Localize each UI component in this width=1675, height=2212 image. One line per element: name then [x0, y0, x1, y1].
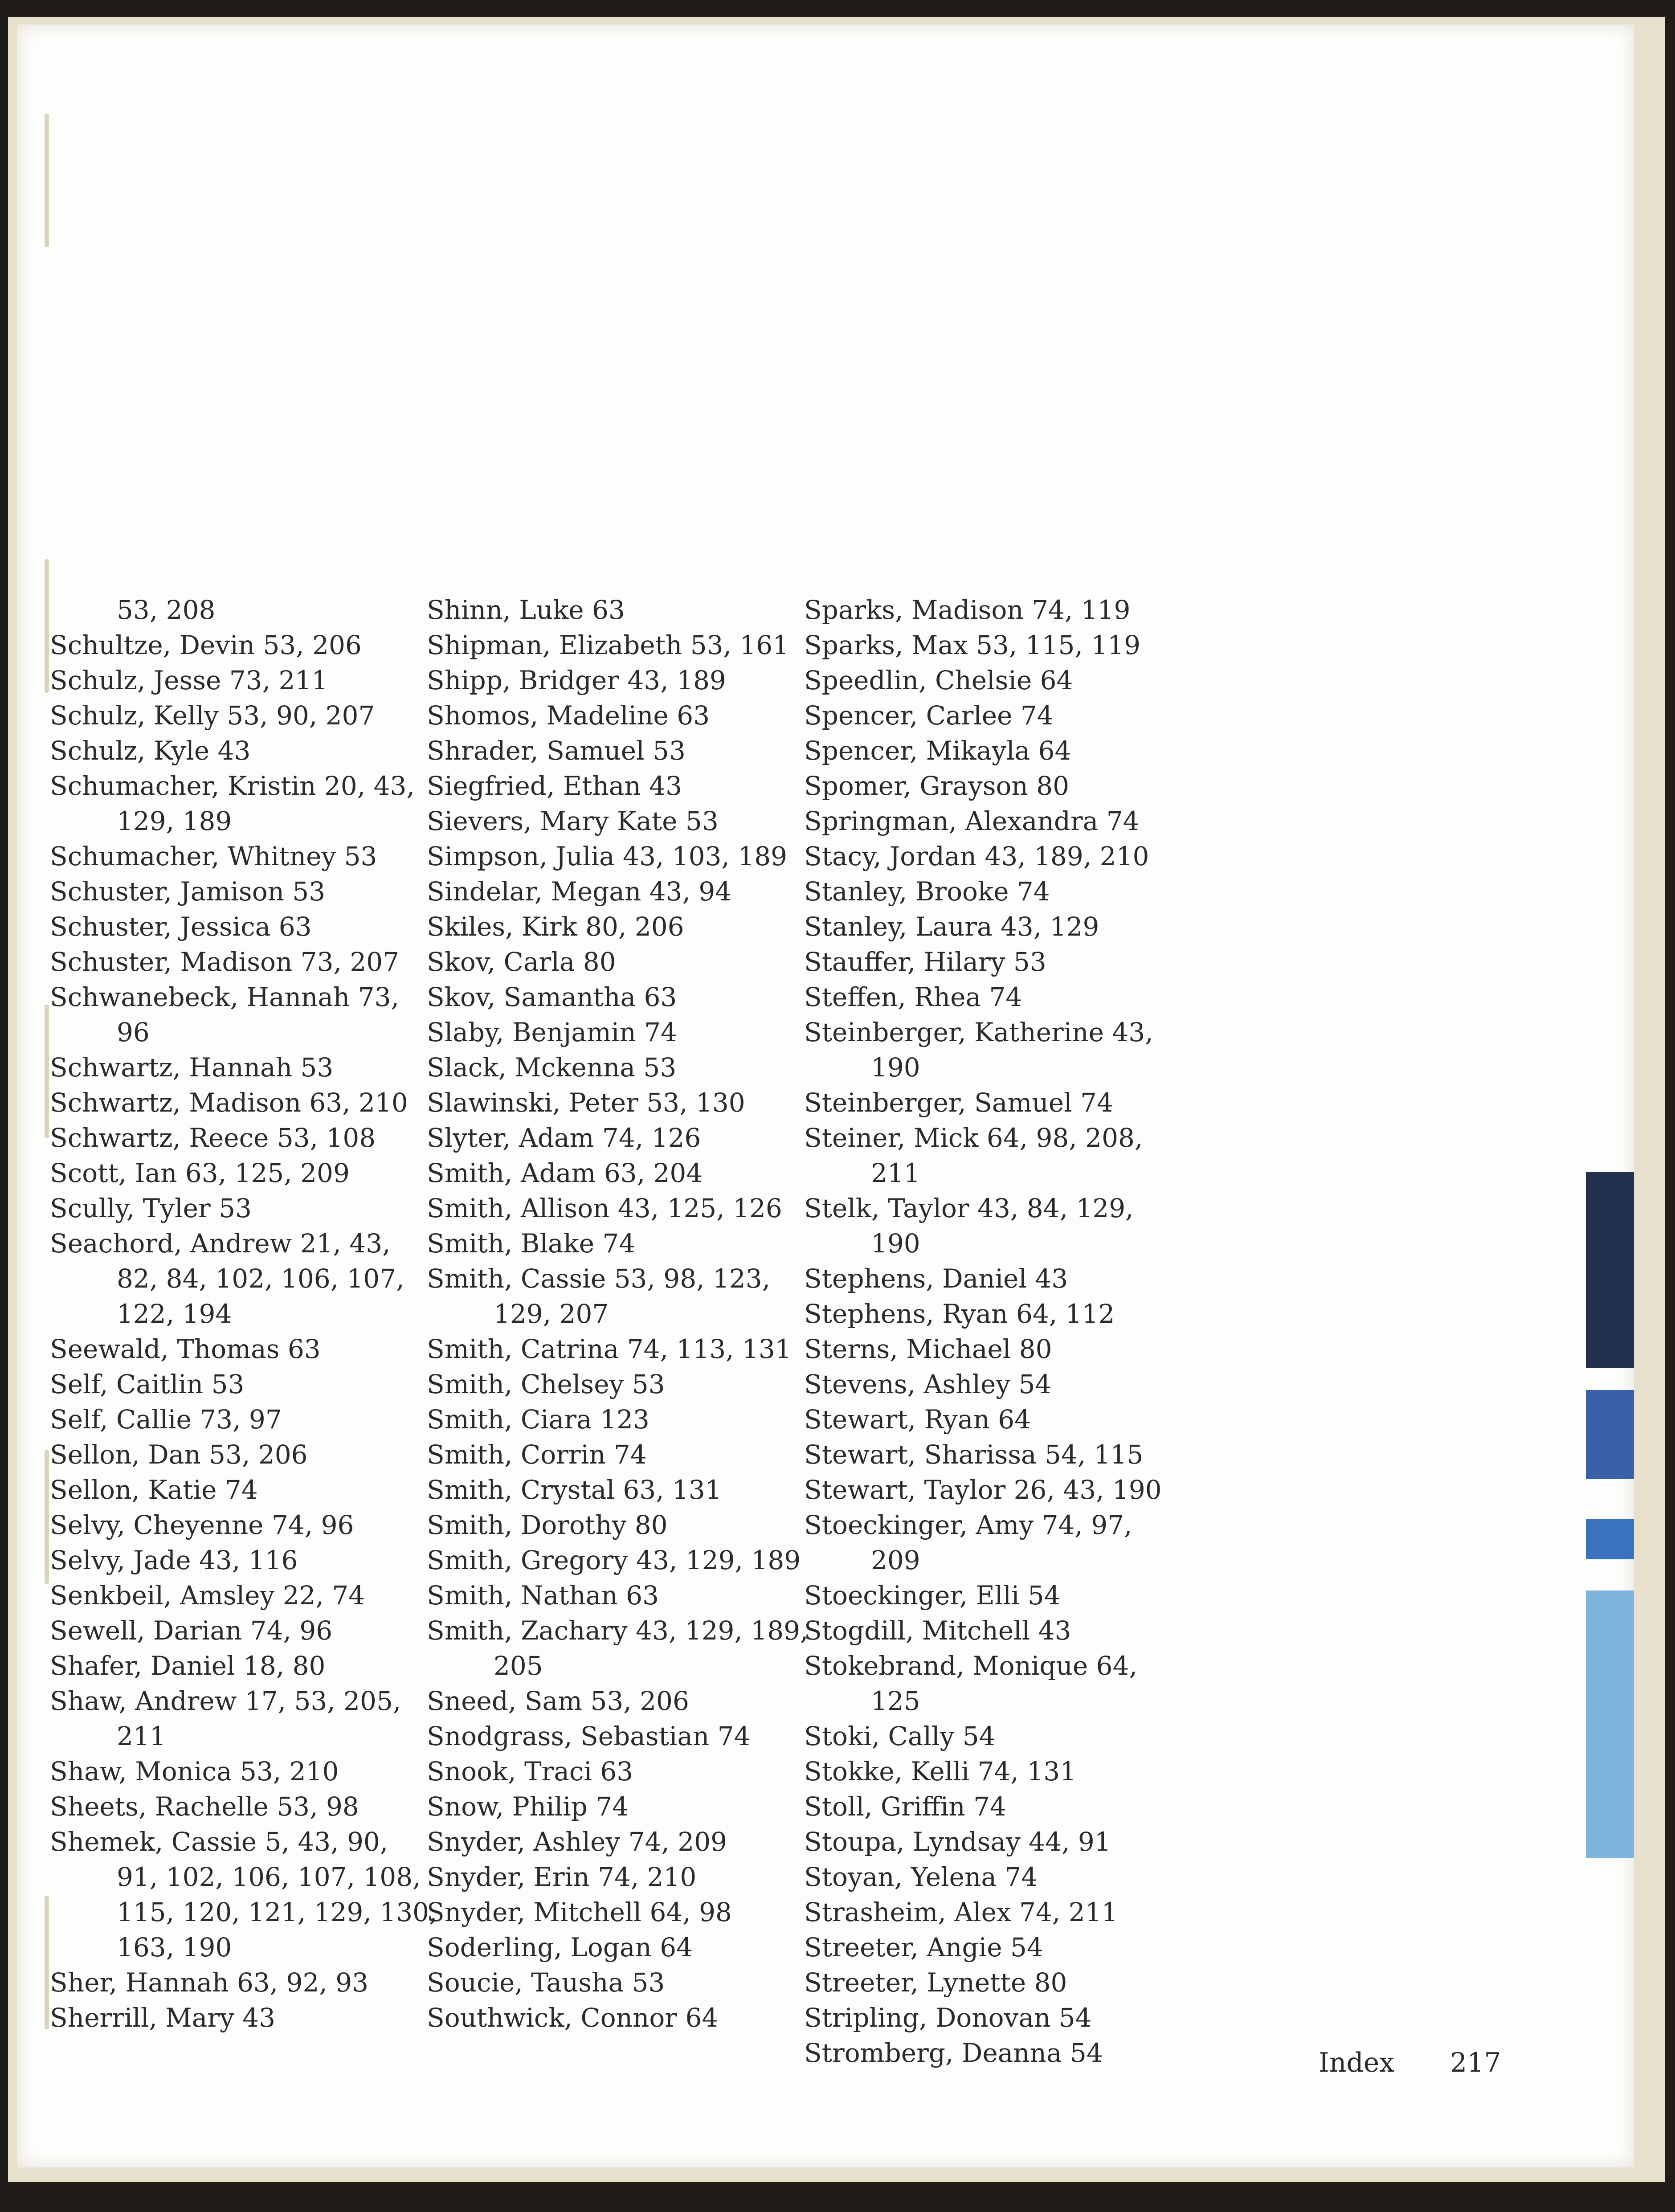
- index-line: 205: [494, 1651, 543, 1681]
- index-line: Shaw, Andrew 17, 53, 205,: [50, 1686, 401, 1716]
- index-line: Sewell, Darian 74, 96: [50, 1615, 333, 1646]
- index-line: Schumacher, Whitney 53: [50, 841, 377, 871]
- index-line: Stogdill, Mitchell 43: [804, 1615, 1071, 1646]
- index-line: Smith, Corrin 74: [427, 1439, 647, 1470]
- index-line: Schulz, Jesse 73, 211: [50, 665, 328, 695]
- index-line: Sher, Hannah 63, 92, 93: [50, 1967, 369, 1998]
- index-line: Steinberger, Katherine 43,: [804, 1017, 1153, 1047]
- index-line: Smith, Dorothy 80: [427, 1510, 668, 1540]
- index-line: Schuster, Jessica 63: [50, 912, 312, 942]
- index-line: Streeter, Lynette 80: [804, 1967, 1067, 1998]
- index-line: Southwick, Connor 64: [427, 2003, 719, 2033]
- index-line: 96: [117, 1017, 150, 1047]
- index-line: Stripling, Donovan 54: [804, 2003, 1092, 2033]
- index-line: Smith, Gregory 43, 129, 189: [427, 1545, 801, 1575]
- index-line: Shipp, Bridger 43, 189: [427, 665, 726, 695]
- index-line: Spencer, Mikayla 64: [804, 736, 1071, 766]
- stitch-mark: [45, 1896, 49, 2029]
- index-line: Sindelar, Megan 43, 94: [427, 876, 732, 907]
- index-line: Snyder, Erin 74, 210: [427, 1862, 697, 1892]
- index-line: Stoeckinger, Elli 54: [804, 1580, 1061, 1611]
- stitch-mark: [45, 1450, 49, 1584]
- index-line: Skiles, Kirk 80, 206: [427, 912, 684, 942]
- index-line: Sellon, Katie 74: [50, 1475, 258, 1505]
- index-line: Shrader, Samuel 53: [427, 736, 686, 766]
- index-line: 53, 208: [117, 595, 216, 625]
- index-line: Sheets, Rachelle 53, 98: [50, 1791, 359, 1822]
- index-line: Shemek, Cassie 5, 43, 90,: [50, 1827, 388, 1857]
- stitch-mark: [45, 114, 49, 247]
- index-line: Scott, Ian 63, 125, 209: [50, 1158, 350, 1188]
- index-line: Soucie, Tausha 53: [427, 1967, 665, 1998]
- index-line: Sparks, Madison 74, 119: [804, 595, 1131, 625]
- index-line: 122, 194: [117, 1299, 232, 1329]
- index-line: Schultze, Devin 53, 206: [50, 630, 362, 660]
- index-line: Sparks, Max 53, 115, 119: [804, 630, 1141, 660]
- index-line: Sellon, Dan 53, 206: [50, 1439, 308, 1470]
- index-line: Springman, Alexandra 74: [804, 806, 1140, 836]
- index-line: Scully, Tyler 53: [50, 1193, 252, 1223]
- index-line: Slaby, Benjamin 74: [427, 1017, 677, 1047]
- index-line: Smith, Crystal 63, 131: [427, 1475, 722, 1505]
- index-line: Schumacher, Kristin 20, 43,: [50, 771, 415, 801]
- index-line: Snow, Philip 74: [427, 1791, 629, 1822]
- index-line: Smith, Catrina 74, 113, 131: [427, 1334, 792, 1364]
- index-line: Sneed, Sam 53, 206: [427, 1686, 689, 1716]
- index-line: Smith, Blake 74: [427, 1228, 636, 1259]
- index-line: Slack, Mckenna 53: [427, 1052, 677, 1083]
- index-line: Skov, Samantha 63: [427, 982, 677, 1012]
- index-line: Stewart, Ryan 64: [804, 1404, 1031, 1435]
- index-line: Selvy, Jade 43, 116: [50, 1545, 298, 1575]
- index-line: Stewart, Sharissa 54, 115: [804, 1439, 1144, 1470]
- index-line: Seachord, Andrew 21, 43,: [50, 1228, 391, 1259]
- index-line: 211: [871, 1158, 920, 1188]
- index-line: Schwartz, Madison 63, 210: [50, 1088, 408, 1118]
- index-line: Schulz, Kyle 43: [50, 736, 251, 766]
- index-line: Stauffer, Hilary 53: [804, 947, 1046, 977]
- index-line: Speedlin, Chelsie 64: [804, 665, 1073, 695]
- index-line: Stanley, Laura 43, 129: [804, 912, 1099, 942]
- index-column-2: [427, 593, 808, 2036]
- index-line: Stephens, Daniel 43: [804, 1263, 1068, 1294]
- index-line: Steffen, Rhea 74: [804, 982, 1022, 1012]
- index-line: Smith, Adam 63, 204: [427, 1158, 703, 1188]
- index-line: Schuster, Madison 73, 207: [50, 947, 400, 977]
- index-line: Schuster, Jamison 53: [50, 876, 326, 907]
- index-column-3: [804, 593, 1162, 2071]
- index-line: 190: [871, 1228, 920, 1259]
- index-line: Smith, Ciara 123: [427, 1404, 650, 1435]
- index-line: Slyter, Adam 74, 126: [427, 1123, 701, 1153]
- index-line: Siegfried, Ethan 43: [427, 771, 682, 801]
- index-line: 91, 102, 106, 107, 108,: [117, 1862, 421, 1892]
- index-line: Shipman, Elizabeth 53, 161: [427, 630, 789, 660]
- index-line: 190: [871, 1052, 920, 1083]
- index-line: Steiner, Mick 64, 98, 208,: [804, 1123, 1143, 1153]
- index-line: Self, Callie 73, 97: [50, 1404, 282, 1435]
- index-line: 115, 120, 121, 129, 130,: [117, 1897, 437, 1927]
- index-line: Smith, Cassie 53, 98, 123,: [427, 1263, 771, 1294]
- index-line: 163, 190: [117, 1932, 232, 1963]
- index-line: Senkbeil, Amsley 22, 74: [50, 1580, 365, 1611]
- index-line: Schulz, Kelly 53, 90, 207: [50, 700, 375, 731]
- index-line: Spencer, Carlee 74: [804, 700, 1054, 731]
- index-line: Simpson, Julia 43, 103, 189: [427, 841, 787, 871]
- index-line: Snook, Traci 63: [427, 1756, 633, 1787]
- index-line: Sherrill, Mary 43: [50, 2003, 276, 2033]
- index-line: Shafer, Daniel 18, 80: [50, 1651, 326, 1681]
- index-line: Selvy, Cheyenne 74, 96: [50, 1510, 354, 1540]
- index-line: Snyder, Mitchell 64, 98: [427, 1897, 732, 1927]
- stitch-mark: [45, 1005, 49, 1138]
- index-line: Smith, Allison 43, 125, 126: [427, 1193, 782, 1223]
- index-line: Schwanebeck, Hannah 73,: [50, 982, 399, 1012]
- index-line: Self, Caitlin 53: [50, 1369, 245, 1399]
- index-line: 82, 84, 102, 106, 107,: [117, 1263, 404, 1294]
- index-line: Smith, Nathan 63: [427, 1580, 659, 1611]
- index-line: 129, 189: [117, 806, 232, 836]
- index-line: Stephens, Ryan 64, 112: [804, 1299, 1115, 1329]
- index-line: Stanley, Brooke 74: [804, 876, 1050, 907]
- index-line: Stevens, Ashley 54: [804, 1369, 1052, 1399]
- index-line: 211: [117, 1721, 166, 1751]
- index-line: Schwartz, Hannah 53: [50, 1052, 334, 1083]
- color-tab: [1586, 1591, 1634, 1858]
- index-line: Stoki, Cally 54: [804, 1721, 996, 1751]
- color-tab: [1586, 1172, 1634, 1368]
- color-tab: [1586, 1390, 1634, 1479]
- index-line: Shomos, Madeline 63: [427, 700, 710, 731]
- index-line: Stelk, Taylor 43, 84, 129,: [804, 1193, 1134, 1223]
- index-line: Stacy, Jordan 43, 189, 210: [804, 841, 1149, 871]
- index-line: Sterns, Michael 80: [804, 1334, 1052, 1364]
- index-line: 125: [871, 1686, 920, 1716]
- index-line: Stromberg, Deanna 54: [804, 2038, 1103, 2068]
- index-line: Seewald, Thomas 63: [50, 1334, 321, 1364]
- index-line: 209: [871, 1545, 920, 1575]
- index-line: Shinn, Luke 63: [427, 595, 625, 625]
- index-line: Skov, Carla 80: [427, 947, 616, 977]
- index-line: Stoyan, Yelena 74: [804, 1862, 1038, 1892]
- index-line: Stokke, Kelli 74, 131: [804, 1756, 1077, 1787]
- index-line: Streeter, Angie 54: [804, 1932, 1043, 1963]
- index-line: Stoeckinger, Amy 74, 97,: [804, 1510, 1132, 1540]
- index-line: Soderling, Logan 64: [427, 1932, 693, 1963]
- index-line: Smith, Chelsey 53: [427, 1369, 665, 1399]
- color-tab: [1586, 1519, 1634, 1559]
- index-line: Strasheim, Alex 74, 211: [804, 1897, 1118, 1927]
- index-line: 129, 207: [494, 1299, 609, 1329]
- index-line: Schwartz, Reece 53, 108: [50, 1123, 376, 1153]
- index-line: Shaw, Monica 53, 210: [50, 1756, 339, 1787]
- stitch-mark: [45, 559, 49, 693]
- index-line: Snyder, Ashley 74, 209: [427, 1827, 727, 1857]
- index-line: Stoupa, Lyndsay 44, 91: [804, 1827, 1111, 1857]
- index-line: Slawinski, Peter 53, 130: [427, 1088, 745, 1118]
- page-number: 217: [1450, 2047, 1501, 2078]
- index-line: Stewart, Taylor 26, 43, 190: [804, 1475, 1162, 1505]
- footer-section-label: Index: [1319, 2047, 1395, 2078]
- index-line: Spomer, Grayson 80: [804, 771, 1070, 801]
- index-line: Sievers, Mary Kate 53: [427, 806, 719, 836]
- index-line: Steinberger, Samuel 74: [804, 1088, 1113, 1118]
- index-line: Stokebrand, Monique 64,: [804, 1651, 1137, 1681]
- index-line: Smith, Zachary 43, 129, 189,: [427, 1615, 809, 1646]
- index-line: Snodgrass, Sebastian 74: [427, 1721, 751, 1751]
- index-line: Stoll, Griffin 74: [804, 1791, 1006, 1822]
- index-column-1: [50, 593, 437, 2036]
